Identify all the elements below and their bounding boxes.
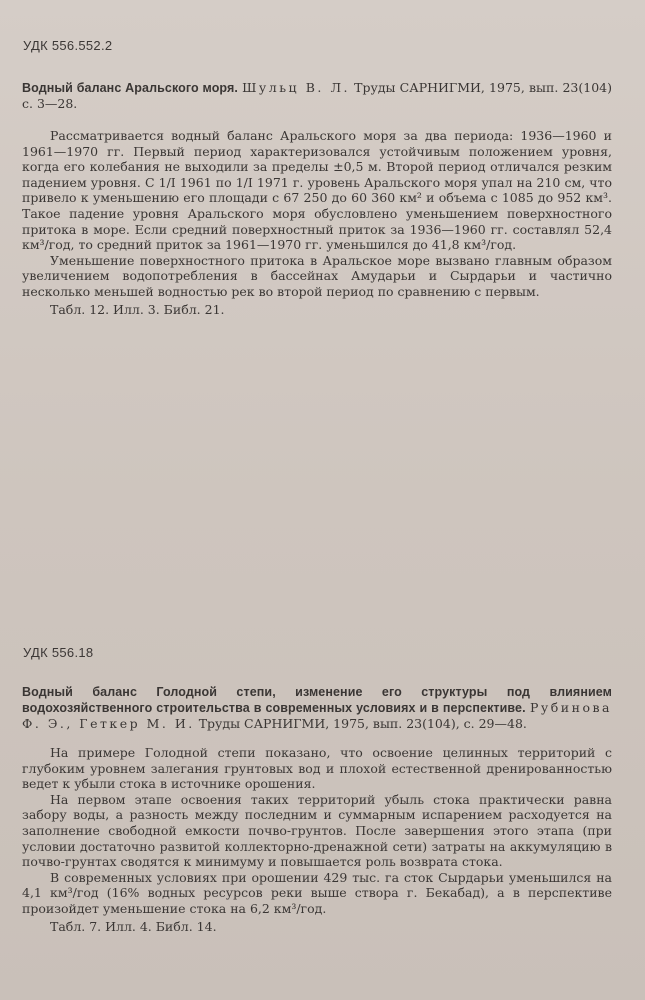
abstract-entry-1	[22, 80, 612, 318]
udk-code-1: УДК 556.552.2	[23, 38, 113, 53]
entry-footer-1: Табл. 12. Илл. 3. Библ. 21.	[50, 301, 225, 317]
entry-footer-2: Табл. 7. Илл. 4. Библ. 14.	[50, 918, 217, 934]
abstract-entry-2	[22, 684, 612, 935]
entry-title-1: Водный баланс Аральского моря.	[22, 81, 238, 95]
abstract-paragraph: Уменьшение поверхностного притока в Аральское море вызвано главным образом увеличением водопотребления в бассейнах Амударьи и Сырдарьи и частично несколько меньшей водностью рек во второй период по сравнению с первым.	[22, 252, 612, 299]
abstract-paragraph: На примере Голодной степи показано, что освоение целинных территорий с глубоким уровнем залегания грунтовых вод и плохой естественной дренированностью ведет к убыли стока в источнике орошения.	[22, 745, 612, 792]
entry-heading-2	[22, 684, 612, 732]
entry-author-2: Рубинова Ф. Э., Геткер М. И.	[22, 700, 612, 731]
entry-title-2: Водный баланс Голодной степи, изменение его структуры под влиянием водохозяйственного строительства в современных условиях и в перспективе.	[22, 685, 612, 715]
entry-heading-1	[22, 80, 612, 112]
udk-code-2: УДК 556.18	[23, 645, 94, 660]
entry-author-1: Шульц В. Л.	[242, 80, 350, 95]
abstract-paragraph: Рассматривается водный баланс Аральского моря за два периода: 1936—1960 и 1961—1970 гг. Первый период характеризовался устойчивым положением уровня, когда его колебания не выходили за пределы ±0,5 м. Второй период отличался резким падением уровня. С 1/I 1961 по 1/I 1971 г. уровень Аральского моря упал на 210 см, что привело к уменьшению его площади с 67 250 до 60 360 км² и объема с 1085 до 952 км³. Такое падение уровня Аральского моря обусловлено уменьшением поверхностного притока в море. Если средний поверхностный приток за 1936—1960 гг. составлял 52,4 км³/год, то средний приток за 1961—1970 гг. уменьшился до 41,8 км³/год.	[22, 128, 612, 253]
entry-source-1: Труды САРНИГМИ, 1975, вып. 23(104) с. 3—28.	[22, 80, 612, 111]
entry-source-2: Труды САРНИГМИ, 1975, вып. 23(104), с. 29—48.	[198, 716, 527, 731]
abstract-paragraph: В современных условиях при орошении 429 тыс. га сток Сырдарьи уменьшился на 4,1 км³/год (16% водных ресурсов реки выше створа г. Бекабад), а в перспективе произойдет уменьшение стока на 6,2 км³/год.	[22, 869, 612, 916]
abstract-paragraph: На первом этапе освоения таких территорий убыль стока практически равна забору воды, а разность между последним и суммарным испарением расходуется на заполнение свободной емкости почво-грунтов. После завершения этого этапа (при условии достаточно развитой коллекторно-дренажной сети) затраты на аккумуляцию в почво-грунтах сводятся к минимуму и повышается роль возврата стока.	[22, 791, 612, 870]
